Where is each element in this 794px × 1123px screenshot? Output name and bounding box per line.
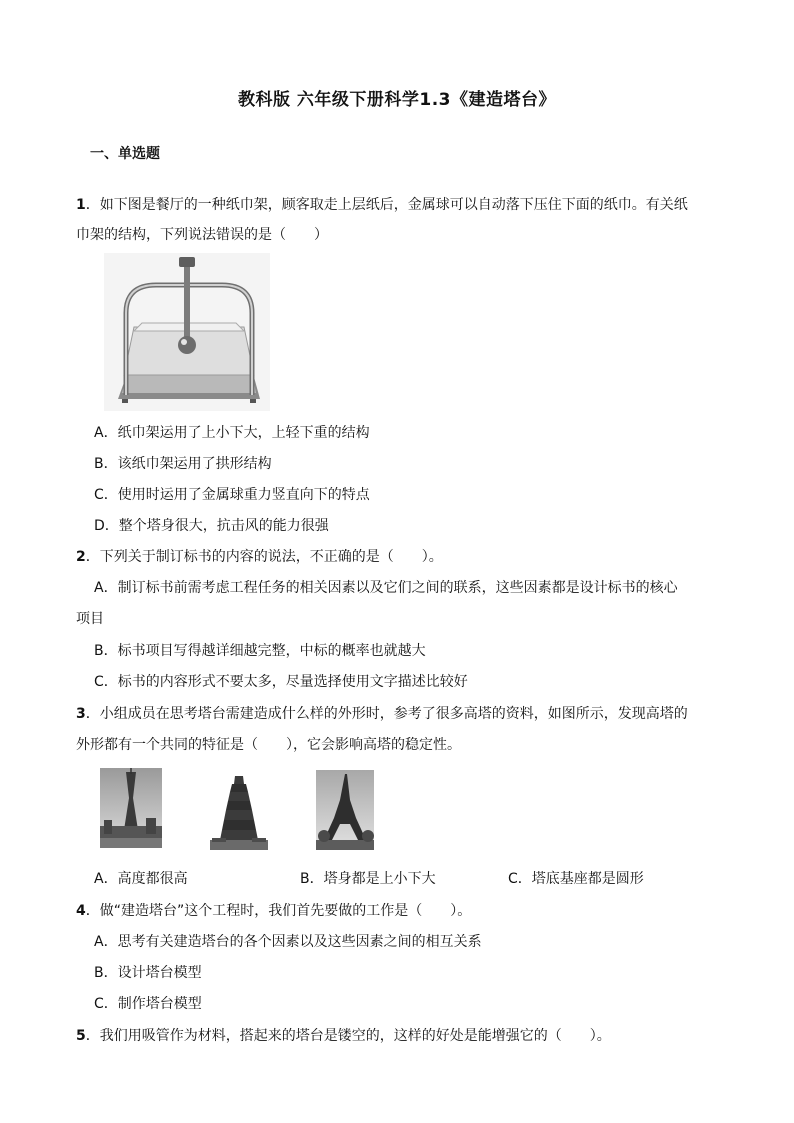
question-2-option-a-continued: 项目: [76, 611, 104, 627]
question-2-option-b: B．标书项目写得越详细越完整，中标的概率也就越大: [94, 643, 426, 659]
question-1-line-2: 巾架的结构，下列说法错误的是（ ）: [76, 227, 328, 243]
question-4-option-a: A．思考有关建造塔台的各个因素以及这些因素之间的相互关系: [94, 934, 482, 950]
question-4-line-1: [76, 900, 471, 920]
question-1-text-1: ．如下图是餐厅的一种纸巾架，顾客取走上层纸后，金属球可以自动落下压住下面的纸巾。有关纸: [85, 197, 688, 213]
question-3-option-b: B．塔身都是上小下大: [300, 871, 436, 887]
question-2-line-1: [76, 546, 443, 566]
question-1-option-c: C．使用时运用了金属球重力竖直向下的特点: [94, 487, 370, 503]
section-heading: 一、单选题: [90, 146, 160, 162]
question-2-option-a: A．制订标书前需考虑工程任务的相关因素以及它们之间的联系，这些因素都是设计标书的核心: [94, 580, 678, 596]
page-title: 教科版 六年级下册科学1.3《建造塔台》: [237, 90, 557, 110]
question-4-number: 4: [76, 903, 86, 919]
question-2-option-c: C．标书的内容形式不要太多，尽量选择使用文字描述比较好: [94, 674, 468, 690]
question-1-option-a: A．纸巾架运用了上小下大，上轻下重的结构: [94, 425, 370, 441]
napkin-holder-photo: [104, 253, 270, 411]
question-3-text-1: ．小组成员在思考塔台需建造成什么样的外形时，参考了很多高塔的资料，如图所示，发现高塔的: [85, 706, 688, 722]
question-1-line-1: [76, 194, 688, 214]
question-3-number: 3: [76, 706, 86, 722]
question-1-number: 1: [76, 197, 86, 213]
question-1-option-b: B．该纸巾架运用了拱形结构: [94, 456, 272, 472]
canton-tower-photo: [100, 768, 162, 848]
eiffel-tower-photo: [316, 770, 374, 850]
question-1-option-d: D．整个塔身很大，抗击风的能力很强: [94, 518, 329, 534]
question-3-line-1: [76, 703, 688, 723]
question-3-line-2: 外形都有一个共同的特征是（ ），它会影响高塔的稳定性。: [76, 737, 461, 753]
question-2-number: 2: [76, 549, 86, 565]
question-5-line-1: [76, 1025, 611, 1045]
question-4-text-1: ．做“建造塔台”这个工程时，我们首先要做的工作是（ ）。: [85, 903, 472, 919]
question-5-number: 5: [76, 1028, 86, 1044]
question-5-text-1: ．我们用吸管作为材料，搭起来的塔台是镂空的，这样的好处是能增强它的（ ）。: [85, 1028, 611, 1044]
pagoda-photo: [210, 772, 268, 850]
question-4-option-b: B．设计塔台模型: [94, 965, 202, 981]
question-4-option-c: C．制作塔台模型: [94, 996, 202, 1012]
question-3-options: [94, 868, 714, 888]
question-3-option-c: C．塔底基座都是圆形: [508, 871, 644, 887]
question-3-option-a: A．高度都很高: [94, 871, 188, 887]
question-2-text-1: ．下列关于制订标书的内容的说法，不正确的是（ ）。: [85, 549, 443, 565]
